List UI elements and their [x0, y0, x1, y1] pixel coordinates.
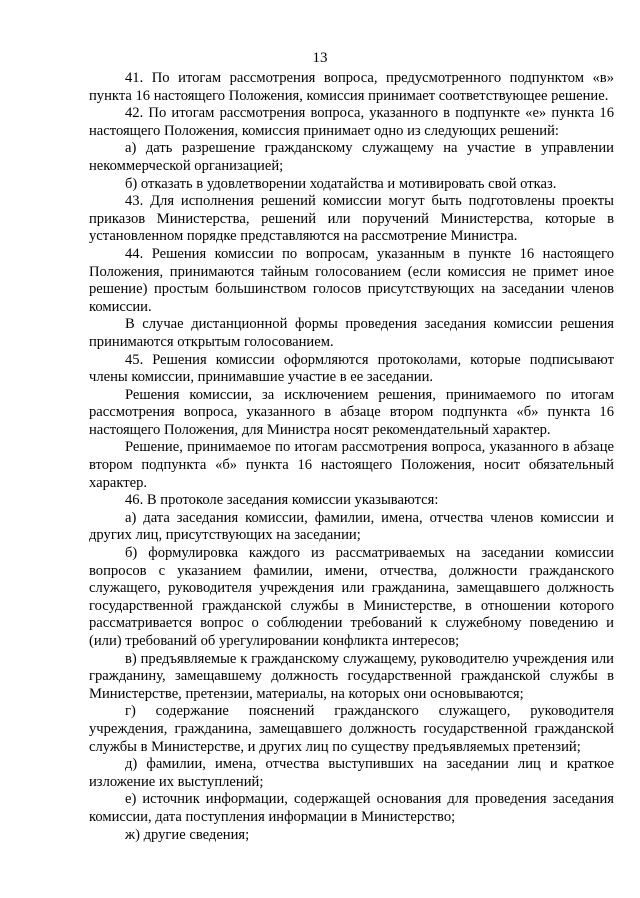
paragraph-45-binding: Решение, принимаемое по итогам рассмотрения вопроса, указанного в абзаце втором подпункта «б» пункта 16 настоящего Положения, носит обязательный характер. [89, 439, 614, 491]
paragraph-45-advisory: Решения комиссии, за исключением решения, принимаемого по итогам рассмотрения вопроса, указанного в абзаце втором подпункта «б» пункта 16 настоящего Положения, для Министра носят рекомендательный характер. [89, 386, 614, 438]
paragraph-46-e: е) источник информации, содержащей основания для проведения заседания комиссии, дата поступления информации в Министерство; [89, 791, 614, 825]
paragraph-44-remote: В случае дистанционной формы проведения заседания комиссии решения принимаются открытым голосованием. [89, 316, 614, 350]
paragraph-46-g: г) содержание пояснений гражданского служащего, руководителя учреждения, гражданина, замещавшего должность государственной гражданской службы в Министерстве, и других лиц по существу предъявляемых претензий; [89, 703, 614, 755]
paragraph-46-d: д) фамилии, имена, отчества выступивших на заседании лиц и краткое изложение их выступлений; [89, 756, 614, 790]
paragraph-46-v: в) предъявляемые к гражданскому служащему, руководителю учреждения или гражданину, замещавшему должность государственной гражданской службы в Министерстве, претензии, материалы, на которых они основываются; [89, 650, 614, 702]
paragraph-42: 42. По итогам рассмотрения вопроса, указанного в подпункте «е» пункта 16 настоящего Положения, комиссия принимает одно из следующих решений: [89, 105, 614, 139]
paragraph-42-a: а) дать разрешение гражданскому служащему на участие в управлении некоммерческой организацией; [89, 140, 614, 174]
paragraph-45: 45. Решения комиссии оформляются протоколами, которые подписывают члены комиссии, принимавшие участие в ее заседании. [89, 351, 614, 386]
paragraph-46: 46. В протоколе заседания комиссии указываются: [125, 492, 439, 509]
paragraph-42-b: б) отказать в удовлетворении ходатайства и мотивировать свой отказ. [125, 175, 557, 192]
document-body [89, 70, 614, 844]
paragraph-43: 43. Для исполнения решений комиссии могут быть подготовлены проекты приказов Министерства, решений или поручений Министерства, которые в установленном порядке представляются на рассмотрение Министра. [89, 193, 614, 245]
page-number: 13 [312, 50, 328, 66]
paragraph-46-zh: ж) другие сведения; [125, 826, 250, 843]
paragraph-46-a: а) дата заседания комиссии, фамилии, имена, отчества членов комиссии и других лиц, присутствующих на заседании; [89, 509, 614, 544]
paragraph-44: 44. Решения комиссии по вопросам, указанным в пункте 16 настоящего Положения, принимаются тайным голосованием (если комиссия не примет иное решение) простым большинством голосов присутствующих на заседании членов комиссии. [89, 245, 614, 315]
paragraph-46-b: б) формулировка каждого из рассматриваемых на заседании комиссии вопросов с указанием фамилии, имени, отчества, должности гражданского служащего, руководителя учреждения или гражданина, замещавшего должность государственной гражданской службы в Министерстве, в отношении которого рассматривается вопрос о соблюдении требований к служебному поведению и (или) требований об урегулировании конфликта интересов; [89, 545, 614, 649]
paragraph-41: 41. По итогам рассмотрения вопроса, предусмотренного подпунктом «в» пункта 16 настоящего Положения, комиссия принимает соответствующее решение. [89, 70, 614, 104]
